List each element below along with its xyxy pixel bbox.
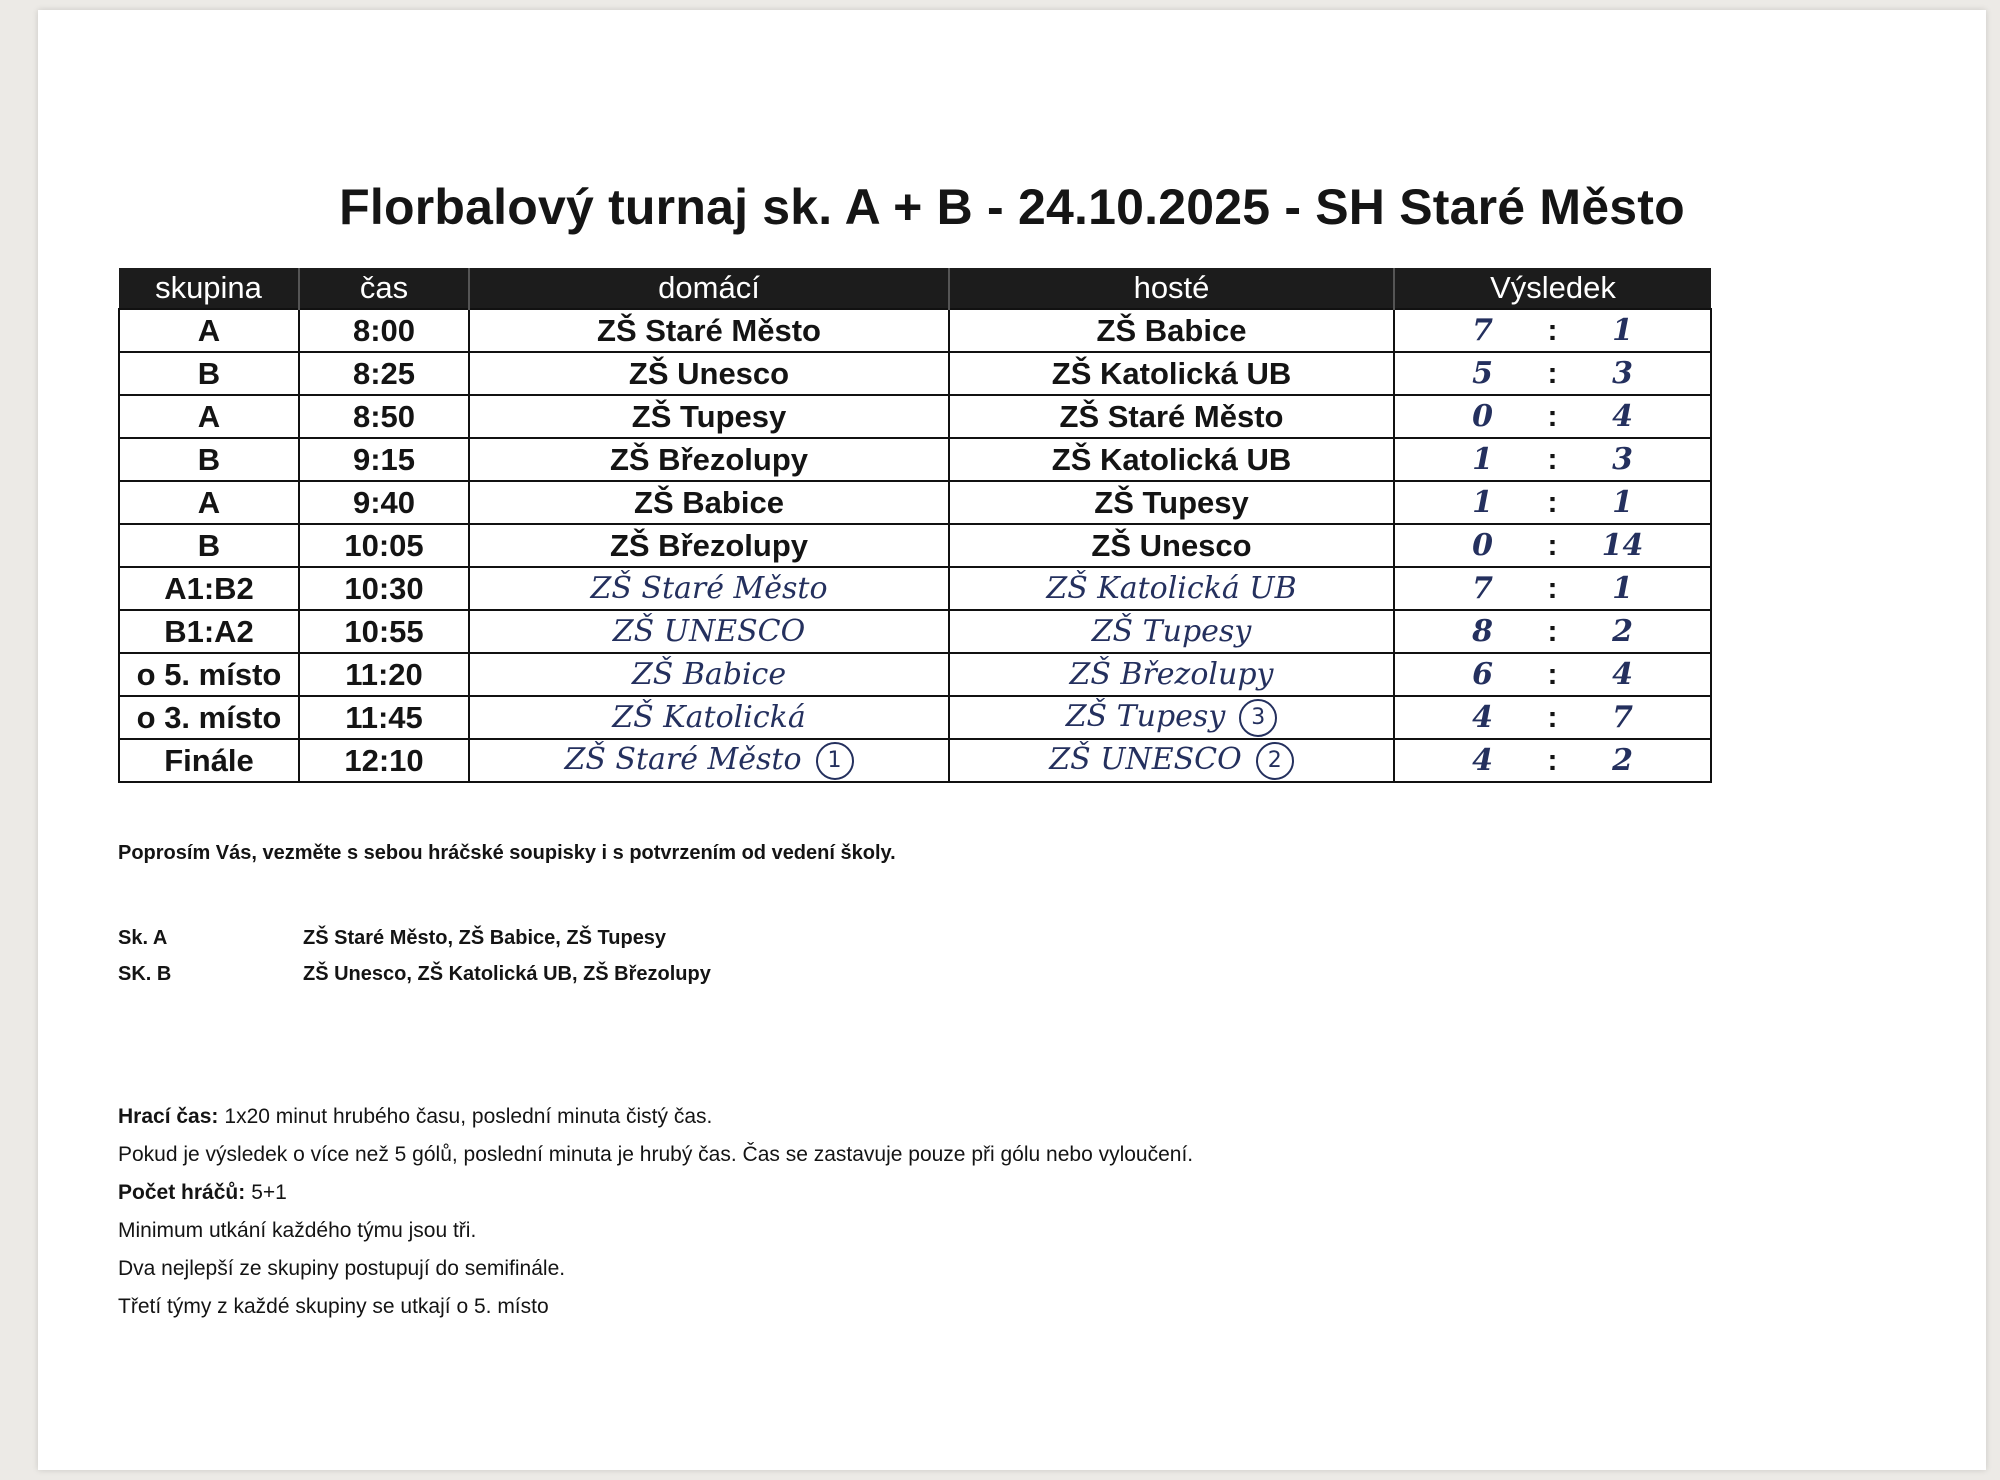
cell-home [469, 610, 949, 653]
cell-away [949, 481, 1394, 524]
away-team: ZŠ Březolupy [1069, 657, 1274, 692]
score-home: 1 [1472, 442, 1493, 477]
cell-home [469, 481, 949, 524]
cell-away [949, 567, 1394, 610]
rule-label: Hrací čas: [118, 1105, 219, 1128]
cell-group: o 3. místo [119, 696, 299, 739]
home-team: ZŠ Katolická [612, 700, 806, 735]
cell-away [949, 524, 1394, 567]
home-team: ZŠ Babice [631, 657, 787, 692]
home-team: ZŠ Tupesy [631, 398, 787, 434]
rule-line: Minimum utkání každého týmu jsou tři. [118, 1219, 477, 1242]
header-result: Výsledek [1394, 268, 1711, 309]
table-row [119, 567, 1711, 610]
cell-time: 11:20 [299, 653, 469, 696]
score-home: 1 [1472, 485, 1493, 520]
cell-home [469, 395, 949, 438]
score-away: 4 [1612, 399, 1633, 434]
home-team: ZŠ UNESCO [612, 614, 806, 649]
cell-group: A [119, 309, 299, 352]
cell-home [469, 653, 949, 696]
score-separator: : [1547, 700, 1558, 734]
cell-result [1394, 696, 1711, 739]
away-team: ZŠ Unesco [1091, 527, 1252, 563]
away-team: ZŠ Babice [1096, 312, 1247, 348]
score-away: 1 [1612, 485, 1633, 520]
cell-result [1394, 739, 1711, 782]
cell-result [1394, 524, 1711, 567]
cell-away [949, 739, 1394, 782]
score-home: 8 [1472, 614, 1493, 649]
cell-away [949, 309, 1394, 352]
score-away: 14 [1601, 528, 1644, 563]
group-b-row [118, 956, 711, 992]
schedule-table [118, 268, 1712, 783]
paper-sheet [38, 10, 1986, 1470]
home-team: ZŠ Březolupy [609, 441, 809, 477]
document-title: Florbalový turnaj sk. A + B - 24.10.2025 - SH Staré Město [339, 179, 1685, 235]
rule-players [118, 1174, 1193, 1212]
cell-away [949, 653, 1394, 696]
score-separator: : [1547, 399, 1558, 433]
cell-away [949, 352, 1394, 395]
score-home: 4 [1472, 743, 1493, 778]
away-team: ZŠ UNESCO [1049, 741, 1242, 777]
cell-home [469, 352, 949, 395]
score-away: 2 [1612, 743, 1633, 778]
score-home: 5 [1472, 356, 1493, 391]
cell-home [469, 309, 949, 352]
table-row [119, 352, 1711, 395]
cell-result [1394, 610, 1711, 653]
cell-group: B [119, 352, 299, 395]
cell-group: B [119, 438, 299, 481]
table-row [119, 438, 1711, 481]
score-home: 6 [1472, 657, 1493, 692]
cell-group: A1:B2 [119, 567, 299, 610]
table-row [119, 524, 1711, 567]
cell-time: 12:10 [299, 739, 469, 782]
header-group: skupina [119, 268, 299, 309]
cell-home [469, 567, 949, 610]
rules-block [118, 1098, 1193, 1326]
table-row [119, 653, 1711, 696]
group-a-row [118, 920, 711, 956]
schedule-body [119, 309, 1711, 782]
score-home: 0 [1472, 528, 1493, 563]
cell-time: 10:05 [299, 524, 469, 567]
score-away: 1 [1612, 313, 1633, 348]
table-row [119, 610, 1711, 653]
cell-result [1394, 438, 1711, 481]
score-home: 4 [1472, 700, 1493, 735]
place-badge: 2 [1256, 742, 1294, 780]
cell-result [1394, 309, 1711, 352]
cell-group: A [119, 481, 299, 524]
table-row [119, 481, 1711, 524]
home-team: ZŠ Babice [634, 484, 784, 520]
cell-time: 11:45 [299, 696, 469, 739]
table-row [119, 395, 1711, 438]
away-team: ZŠ Tupesy [1091, 614, 1252, 649]
score-separator: : [1547, 485, 1558, 519]
score-away: 3 [1612, 442, 1633, 477]
note-text: Poprosím Vás, vezměte s sebou hráčské soupisky i s potvrzením od vedení školy. [118, 842, 896, 864]
header-away: hosté [949, 268, 1394, 309]
cell-away [949, 438, 1394, 481]
score-away: 7 [1612, 700, 1633, 735]
cell-group: A [119, 395, 299, 438]
cell-home [469, 438, 949, 481]
score-separator: : [1547, 614, 1558, 648]
home-team: ZŠ Unesco [628, 355, 790, 391]
table-row [119, 739, 1711, 782]
home-team: ZŠ Březolupy [609, 527, 809, 563]
rule-play-time [118, 1098, 1193, 1136]
score-separator: : [1547, 743, 1558, 777]
group-teams: ZŠ Unesco, ZŠ Katolická UB, ZŠ Březolupy [303, 962, 711, 985]
score-away: 2 [1612, 614, 1633, 649]
cell-group: Finále [119, 739, 299, 782]
score-separator: : [1547, 657, 1558, 691]
cell-time: 8:25 [299, 352, 469, 395]
table-row [119, 309, 1711, 352]
table-header-row [119, 268, 1711, 309]
score-away: 1 [1612, 571, 1633, 606]
away-team: ZŠ Tupesy [1094, 484, 1249, 520]
score-home: 0 [1472, 399, 1493, 434]
cell-time: 10:30 [299, 567, 469, 610]
cell-result [1394, 481, 1711, 524]
score-separator: : [1547, 313, 1558, 347]
away-team: ZŠ Tupesy [1065, 698, 1226, 734]
score-separator: : [1547, 528, 1558, 562]
rule-label: Počet hráčů: [118, 1181, 246, 1204]
cell-home [469, 696, 949, 739]
cell-time: 8:50 [299, 395, 469, 438]
home-team: ZŠ Staré Město [564, 741, 802, 777]
cell-result [1394, 653, 1711, 696]
group-teams: ZŠ Staré Město, ZŠ Babice, ZŠ Tupesy [303, 926, 667, 949]
cell-group: B1:A2 [119, 610, 299, 653]
score-home: 7 [1472, 571, 1493, 606]
cell-group: o 5. místo [119, 653, 299, 696]
cell-time: 9:15 [299, 438, 469, 481]
home-team: ZŠ Staré Město [590, 571, 828, 606]
score-separator: : [1547, 571, 1558, 605]
cell-result [1394, 567, 1711, 610]
cell-home [469, 524, 949, 567]
away-team: ZŠ Staré Město [1059, 398, 1284, 434]
score-away: 3 [1612, 356, 1633, 391]
cell-away [949, 696, 1394, 739]
header-home: domácí [469, 268, 949, 309]
place-badge: 1 [816, 742, 854, 780]
rule-text: 5+1 [251, 1181, 287, 1204]
rule-line: Třetí týmy z každé skupiny se utkají o 5. místo [118, 1295, 549, 1318]
cell-away [949, 610, 1394, 653]
away-team: ZŠ Katolická UB [1051, 355, 1292, 391]
away-team: ZŠ Katolická UB [1051, 441, 1292, 477]
rule-line: Dva nejlepší ze skupiny postupují do semifinále. [118, 1257, 566, 1280]
score-home: 7 [1472, 313, 1493, 348]
cell-home [469, 739, 949, 782]
away-team: ZŠ Katolická UB [1046, 571, 1297, 606]
cell-away [949, 395, 1394, 438]
score-away: 4 [1612, 657, 1633, 692]
score-separator: : [1547, 442, 1558, 476]
place-badge: 3 [1239, 699, 1277, 737]
group-label: SK. B [118, 962, 172, 985]
home-team: ZŠ Staré Město [597, 312, 821, 348]
rule-line: Pokud je výsledek o více než 5 gólů, poslední minuta je hrubý čas. Čas se zastavuje pouze při gólu nebo vyloučení. [118, 1143, 1194, 1166]
header-time: čas [299, 268, 469, 309]
cell-group: B [119, 524, 299, 567]
groups-list [118, 920, 711, 992]
group-label: Sk. A [118, 926, 168, 949]
rule-text: 1x20 minut hrubého času, poslední minuta čistý čas. [224, 1105, 713, 1128]
cell-time: 10:55 [299, 610, 469, 653]
table-row [119, 696, 1711, 739]
cell-time: 8:00 [299, 309, 469, 352]
score-separator: : [1547, 356, 1558, 390]
cell-time: 9:40 [299, 481, 469, 524]
cell-result [1394, 352, 1711, 395]
cell-result [1394, 395, 1711, 438]
